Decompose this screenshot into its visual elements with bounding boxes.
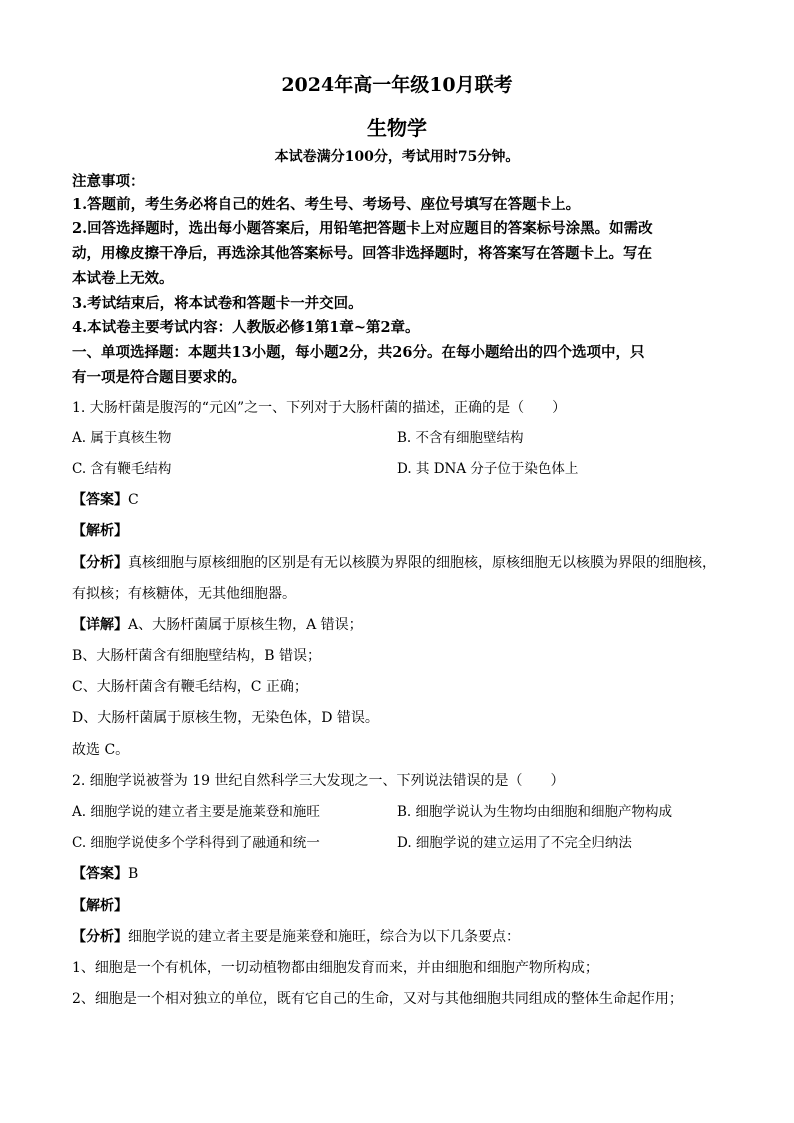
answer-value: C bbox=[128, 492, 139, 508]
q1-option-c: C. 含有鞭毛结构 bbox=[72, 461, 172, 477]
section-heading-line-1: 一、单项选择题：本题共13小题，每小题2分，共26分。在每小题给出的四个选项中，只 bbox=[72, 344, 645, 361]
q2-analysis-tag bbox=[72, 896, 722, 916]
analysis-tag: 【解析】 bbox=[72, 523, 128, 539]
q2-option-c: C. 细胞学说使多个学科得到了融通和统一 bbox=[72, 835, 320, 851]
q1-option-a: A. 属于真核生物 bbox=[72, 430, 172, 446]
q2-option-a: A. 细胞学说的建立者主要是施莱登和施旺 bbox=[72, 804, 320, 820]
fenxi-text: 真核细胞与原核细胞的区别是有无以核膜为界限的细胞核，原核细胞无以核膜为界限的细胞核， bbox=[128, 555, 716, 571]
fenxi-tag: 【分析】 bbox=[72, 555, 128, 571]
detail-tag: 【详解】 bbox=[72, 617, 128, 633]
q1-detail-b: B、大肠杆菌含有细胞壁结构，B 错误； bbox=[72, 648, 322, 664]
answer-value: B bbox=[128, 866, 139, 882]
q1-answer bbox=[72, 490, 722, 510]
q2-option-d: D. 细胞学说的建立运用了不完全归纳法 bbox=[397, 835, 632, 851]
q1-analysis-tag bbox=[72, 521, 722, 541]
exam-info: 本试卷满分100分，考试用时75分钟。 bbox=[274, 149, 520, 165]
q2-option-b: B. 细胞学说认为生物均由细胞和细胞产物构成 bbox=[397, 804, 673, 820]
notice-heading: 注意事项： bbox=[72, 173, 145, 190]
answer-tag: 【答案】 bbox=[72, 866, 128, 882]
section-heading-line-2: 有一项是符合题目要求的。 bbox=[72, 369, 246, 386]
q1-option-b: B. 不含有细胞壁结构 bbox=[397, 430, 524, 446]
q1-stem: 1. 大肠杆菌是腹泻的“元凶”之一、下列对于大肠杆菌的描述，正确的是（ ） bbox=[72, 400, 567, 416]
notice-item-2-line-2: 动，用橡皮擦干净后，再选涂其他答案标号。回答非选择题时，将答案写在答题卡上。写在 bbox=[72, 245, 652, 262]
q1-detail-a bbox=[72, 615, 722, 635]
q2-fenxi-line-1 bbox=[72, 927, 722, 947]
fenxi-text: 细胞学说的建立者主要是施莱登和施旺，综合为以下几条要点： bbox=[128, 929, 520, 945]
q2-stem: 2. 细胞学说被誉为 19 世纪自然科学三大发现之一、下列说法错误的是（ ） bbox=[72, 773, 565, 789]
detail-text: A、大肠杆菌属于原核生物，A 错误； bbox=[128, 617, 363, 633]
notice-item-4: 4.本试卷主要考试内容：人教版必修1第1章~第2章。 bbox=[72, 319, 420, 336]
q2-point-1: 1、细胞是一个有机体，一切动植物都由细胞发育而来，并由细胞和细胞产物所构成； bbox=[72, 960, 599, 976]
q1-option-d: D. 其 DNA 分子位于染色体上 bbox=[397, 461, 579, 477]
q2-point-2: 2、细胞是一个相对独立的单位，既有它自己的生命，又对与其他细胞共同组成的整体生命起作用； bbox=[72, 991, 683, 1007]
subject-title: 生物学 bbox=[367, 116, 427, 140]
fenxi-tag: 【分析】 bbox=[72, 929, 128, 945]
notice-item-2-line-1: 2.回答选择题时，选出每小题答案后，用铅笔把答题卡上对应题目的答案标号涂黑。如需改 bbox=[72, 220, 653, 237]
exam-title: 2024年高一年级10月联考 bbox=[281, 74, 513, 96]
q1-fenxi-line-2: 有拟核；有核糖体，无其他细胞器。 bbox=[72, 586, 296, 602]
q1-detail-c: C、大肠杆菌含有鞭毛结构，C 正确； bbox=[72, 679, 308, 695]
notice-item-3: 3.考试结束后，将本试卷和答题卡一并交回。 bbox=[72, 295, 363, 312]
notice-item-1: 1.答题前，考生务必将自己的姓名、考生号、考场号、座位号填写在答题卡上。 bbox=[72, 196, 581, 213]
q1-fenxi-line-1 bbox=[72, 553, 722, 573]
q2-answer bbox=[72, 864, 722, 884]
answer-tag: 【答案】 bbox=[72, 492, 128, 508]
notice-item-2-line-3: 本试卷上无效。 bbox=[72, 270, 174, 287]
q1-detail-d: D、大肠杆菌属于原核生物，无染色体，D 错误。 bbox=[72, 710, 379, 726]
q1-choose: 故选 C。 bbox=[72, 742, 130, 758]
analysis-tag: 【解析】 bbox=[72, 898, 128, 914]
